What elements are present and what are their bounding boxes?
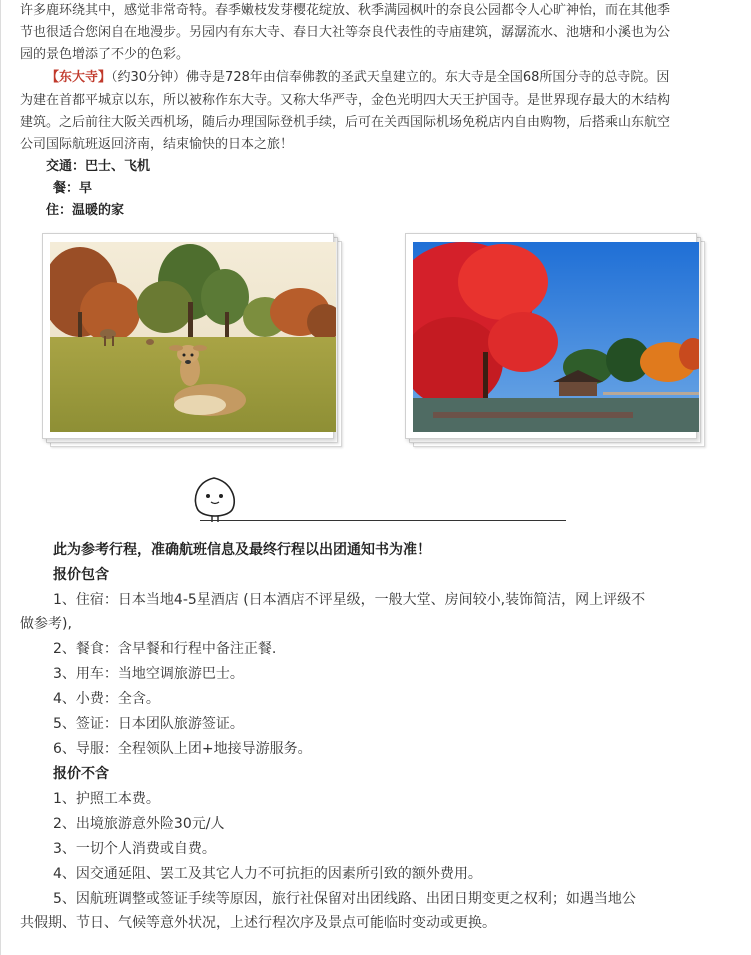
intro-line-3: 园的景色增添了不少的色彩。 <box>20 47 190 62</box>
photo-card-deer <box>42 233 342 448</box>
todaiji-line-1-text: （约30分钟）佛寺是728年由信奉佛教的圣武天皇建立的。东大寺是全国68所国分寺的总寺院。因 <box>111 70 670 85</box>
maple-pavilion-photo <box>413 242 699 432</box>
excluded-item-5: 5、因航班调整或签证手续等原因，旅行社保留对出团线路、出团日期变更之权利；如遇当地公 <box>53 891 636 907</box>
excluded-item-1: 1、护照工本费。 <box>53 791 160 807</box>
rice-ball-mascot-icon <box>190 470 240 525</box>
excluded-item-5-cont: 共假期、节日、气候等意外状况，上述行程次序及景点可能临时变动或更换。 <box>20 915 496 931</box>
included-item-5: 5、签证：日本团队旅游签证。 <box>53 716 244 732</box>
detail-meal: 餐：早 <box>53 181 93 196</box>
intro-line-2: 节也很适合您闲自在地漫步。另园内有东大寺、春日大社等奈良代表性的寺庙建筑，潺潺流水、池塘和小溪也为公 <box>20 25 671 40</box>
included-item-3: 3、用车：当地空调旅游巴士。 <box>53 666 244 682</box>
included-item-6: 6、导服：全程领队上团+地接导游服务。 <box>53 741 312 757</box>
excluded-title: 报价不含 <box>53 766 109 782</box>
included-item-1-cont: 做参考), <box>20 616 72 632</box>
included-item-2: 2、餐食：含早餐和行程中备注正餐. <box>53 641 277 657</box>
deer-park-photo <box>50 242 336 432</box>
detail-transport: 交通：巴士、飞机 <box>46 159 151 174</box>
todaiji-line-4: 公司国际航班返回济南，结束愉快的日本之旅！ <box>20 137 294 152</box>
itinerary-notice: 此为参考行程，准确航班信息及最终行程以出团通知书为准！ <box>53 542 431 558</box>
horizontal-divider <box>200 520 566 521</box>
excluded-item-3: 3、一切个人消费或自费。 <box>53 841 216 857</box>
excluded-item-2: 2、出境旅游意外险30元/人 <box>53 816 225 832</box>
page-left-border <box>0 0 1 955</box>
todaiji-line-1 <box>46 67 736 89</box>
detail-stay: 住：温暖的家 <box>46 203 125 218</box>
included-item-4: 4、小费：全含。 <box>53 691 160 707</box>
included-title: 报价包含 <box>53 567 109 583</box>
photo-card-maple <box>405 233 705 448</box>
intro-line-1: 许多鹿环绕其中，感觉非常奇特。春季嫩枝发芽樱花绽放、秋季满园枫叶的奈良公园都令人心旷神怡，而在其他季 <box>20 3 671 18</box>
todaiji-title: 【东大寺】 <box>46 70 112 85</box>
todaiji-line-3: 建筑。之后前往大阪关西机场，随后办理国际登机手续，后可在关西国际机场免税店内自由购物，后搭乘山东航空 <box>20 115 671 130</box>
todaiji-line-2: 为建在首都平城京以东，所以被称作东大寺。又称大华严寺，金色光明四大天王护国寺。是世界现存最大的木结构 <box>20 93 671 108</box>
included-item-1: 1、住宿：日本当地4-5星酒店 (日本酒店不评星级，一般大堂、房间较小,装饰简洁，网上评级不 <box>53 592 646 608</box>
excluded-item-4: 4、因交通延阻、罢工及其它人力不可抗拒的因素所引致的额外费用。 <box>53 866 482 882</box>
